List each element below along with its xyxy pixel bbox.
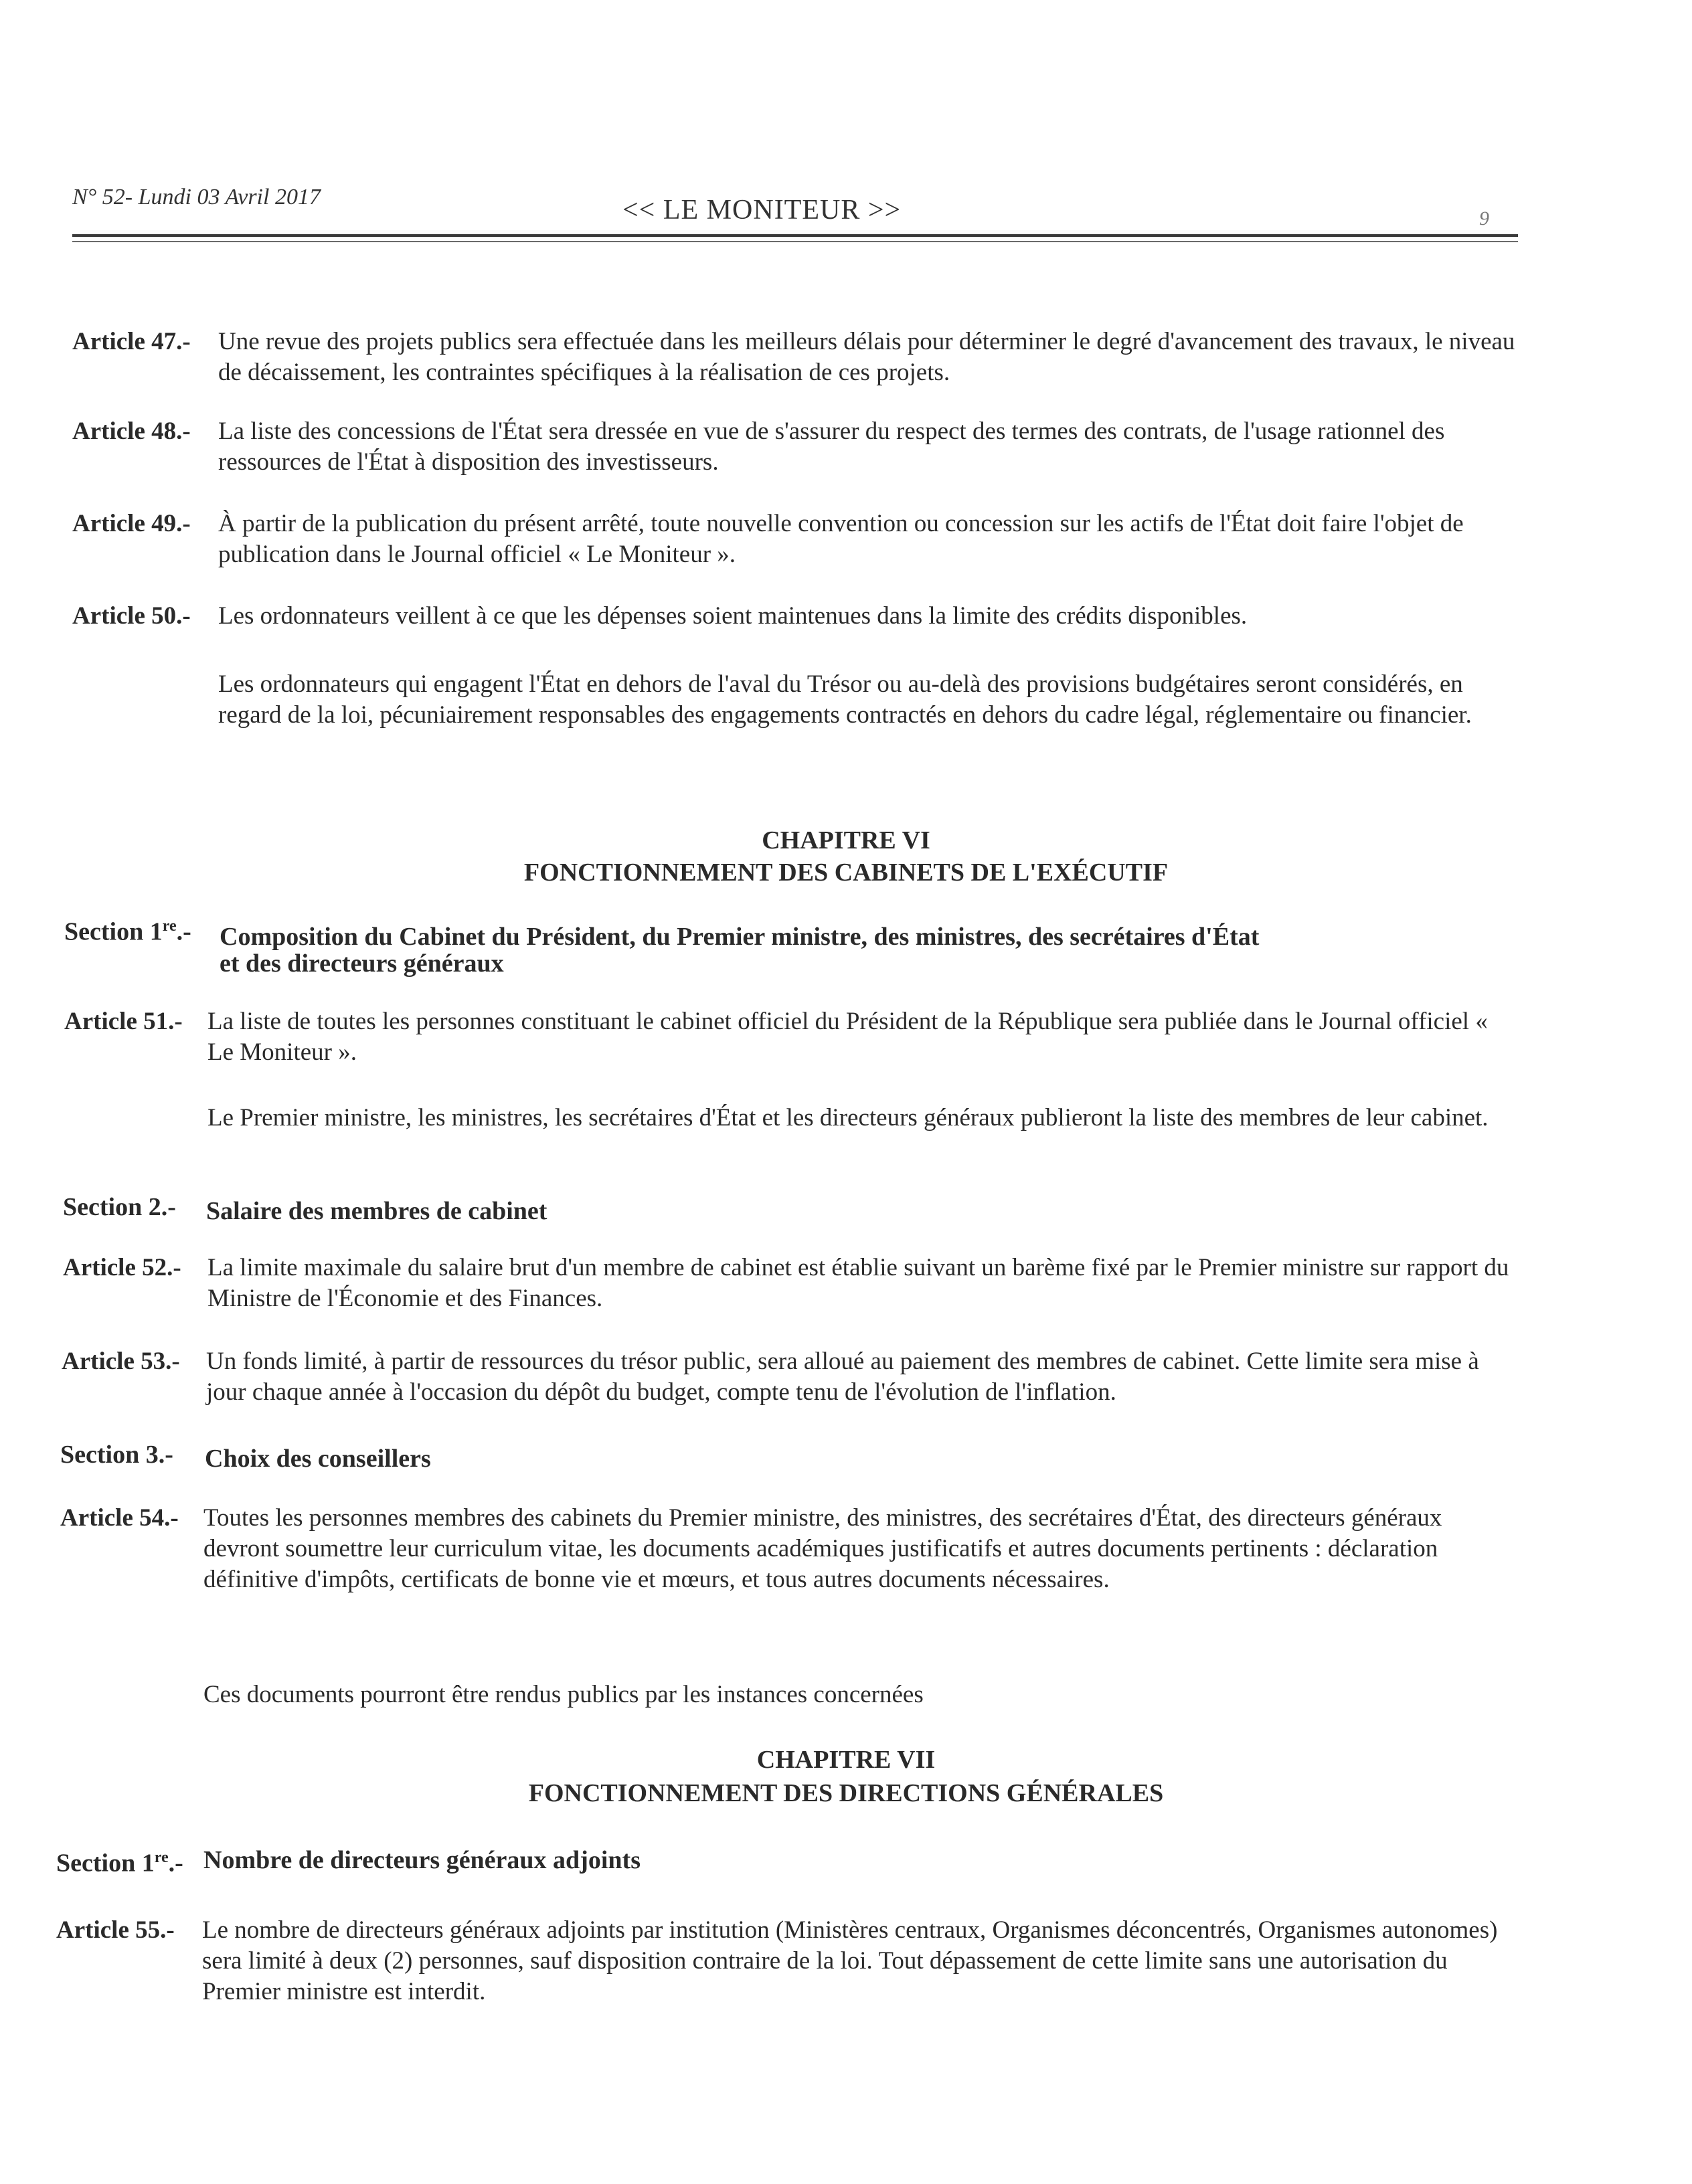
article-label: Article 53.- [62, 1348, 180, 1375]
section-3-title: Choix des conseillers [205, 1445, 431, 1473]
article-text: Une revue des projets publics sera effectuée dans les meilleurs délais pour déterminer le degré d'avancement des travaux, le niveau de décaissement, les contraintes spécifiques à la réalisation de ces projets. [218, 328, 1515, 386]
article-text: La liste de toutes les personnes constituant le cabinet officiel du Président de la République sera publiée dans le Journal officiel « Le Moniteur ». [207, 1008, 1488, 1066]
article-label: Article 50.- [72, 602, 191, 630]
chapter-7-number: CHAPITRE VII [756, 1746, 936, 1774]
page-number: 9 [1479, 207, 1489, 230]
article-label: Article 49.- [72, 510, 191, 537]
header-rule-thin [72, 241, 1518, 242]
section-2-label: Section 2.- [63, 1193, 176, 1221]
chapter-6-number: CHAPITRE VI [762, 826, 930, 854]
article-text: Les ordonnateurs veillent à ce que les dépenses soient maintenues dans la limite des crédits disponibles. [218, 602, 1248, 630]
article-text: Le nombre de directeurs généraux adjoints par institution (Ministères centraux, Organismes déconcentrés, Organismes autonomes) sera limité à deux (2) personnes, sauf disposition contraire de la loi. Tout dépassement de cette limite sans une autorisation du Premier ministre est interdit. [202, 1916, 1498, 2005]
article-label: Article 55.- [56, 1916, 175, 1944]
section-1-ch7-title: Nombre de directeurs généraux adjoints [203, 1846, 641, 1874]
section-1-label: Section 1re.- [64, 917, 191, 946]
article-label: Article 51.- [64, 1008, 183, 1035]
journal-title: << LE MONITEUR >> [622, 195, 902, 225]
section-1-title: Composition du Cabinet du Président, du Premier ministre, des ministres, des secrétaires d'État [220, 923, 1260, 951]
article-label: Article 48.- [72, 418, 191, 445]
article-label: Article 47.- [72, 328, 191, 355]
section-3-label: Section 3.- [60, 1441, 173, 1469]
article-50-paragraph-2: Les ordonnateurs qui engagent l'État en dehors de l'aval du Trésor ou au-delà des provisions budgétaires seront considérés, en regard de la loi, pécuniairement responsables des engagements contractés en dehors du cadre légal, réglementaire ou financier. [218, 670, 1472, 729]
header-rule [72, 234, 1518, 237]
article-text: La limite maximale du salaire brut d'un membre de cabinet est établie suivant un barème fixé par le Premier ministre sur rapport du Ministre de l'Économie et des Finances. [207, 1254, 1509, 1312]
section-1-title-line-2: et des directeurs généraux [220, 949, 504, 978]
article-text: Un fonds limité, à partir de ressources du trésor public, sera alloué au paiement des membres de cabinet. Cette limite sera mise à jour chaque année à l'occasion du dépôt du budget, compte tenu de l'évolution de l'inflation. [206, 1348, 1479, 1406]
article-label: Article 54.- [60, 1504, 179, 1532]
section-1-ch7-label: Section 1re.- [56, 1849, 183, 1878]
issue-info: N° 52- Lundi 03 Avril 2017 [72, 185, 321, 209]
chapter-6-title: FONCTIONNEMENT DES CABINETS DE L'EXÉCUTIF [523, 858, 1169, 887]
chapter-7-title: FONCTIONNEMENT DES DIRECTIONS GÉNÉRALES [528, 1779, 1164, 1807]
article-54-paragraph-2: Ces documents pourront être rendus publics par les instances concernées [203, 1681, 924, 1708]
article-label: Article 52.- [63, 1254, 181, 1281]
article-text: La liste des concessions de l'État sera dressée en vue de s'assurer du respect des termes des contrats, de l'usage rationnel des ressources de l'État à disposition des investisseurs. [218, 418, 1445, 476]
article-51-paragraph-2: Le Premier ministre, les ministres, les secrétaires d'État et les directeurs généraux publieront la liste des membres de leur cabinet. [207, 1104, 1489, 1131]
article-text: Toutes les personnes membres des cabinets du Premier ministre, des ministres, des secrétaires d'État, des directeurs généraux devront soumettre leur curriculum vitae, les documents académiques justificatifs et autres documents pertinents : déclaration définitive d'impôts, certificats de bonne vie et mœurs, et tous autres documents nécessaires. [203, 1504, 1442, 1593]
section-2-title: Salaire des membres de cabinet [206, 1197, 547, 1225]
article-text: À partir de la publication du présent arrêté, toute nouvelle convention ou concession sur les actifs de l'État doit faire l'objet de publication dans le Journal officiel « Le Moniteur ». [218, 510, 1464, 568]
